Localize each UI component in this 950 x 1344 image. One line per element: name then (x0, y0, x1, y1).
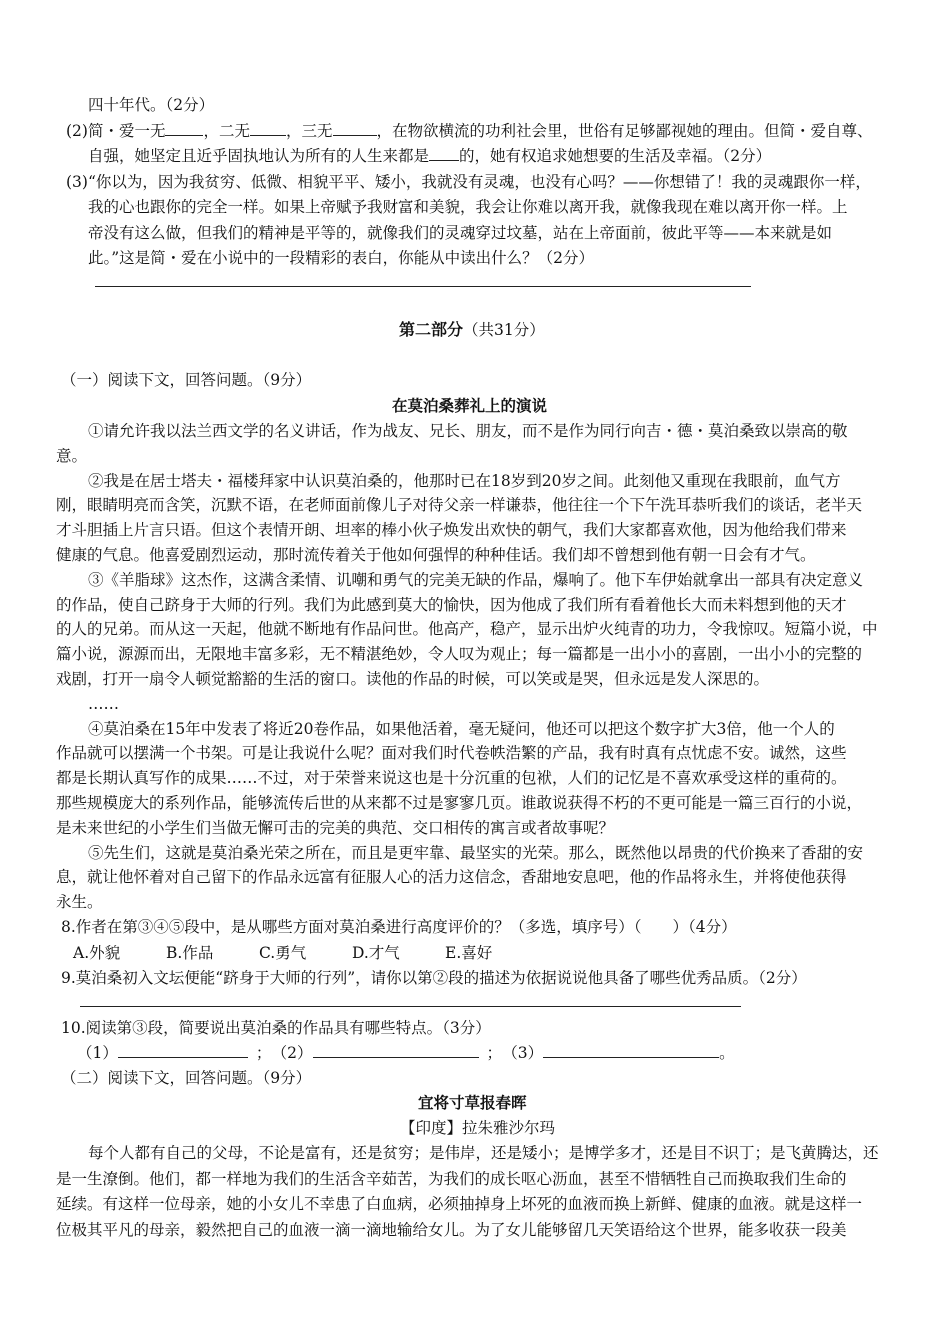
sec1-line: ①请允许我以法兰西文学的名义讲话，作为战友、兄长、朋友，而不是作为同行向吉・德・莫泊桑致以崇高的敬 (88, 422, 848, 440)
option-a[interactable]: A.外貌 (73, 944, 121, 962)
sec1-line: 的人的兄弟。而从这一天起，他就不断地有作品问世。他高产，稳产，显示出炉火纯青的功力，令我惊叹。短篇小说，中 (56, 620, 878, 639)
sec1-line: …… (88, 694, 119, 713)
sec1-line: ③《羊脂球》这杰作，这满含柔情、讥嘲和勇气的完美无缺的作品，爆响了。他下车伊始就拿出一部具有决定意义 (88, 570, 864, 589)
sec2-line: 延续。有这样一位母亲，她的小女儿不幸患了白血病，必须抽掉身上坏死的血液而换上新鲜、健康的血液。就是这样一 (56, 1195, 863, 1213)
answer-blank[interactable] (429, 146, 459, 161)
q10-answers: （1） ； （2） ； （3） 。 (77, 1044, 735, 1062)
sec1-line: ②我是在居士塔夫・福楼拜家中认识莫泊桑的，他那时已在18岁到20岁之间。此刻他又重现在我眼前，血气方 (88, 471, 841, 490)
q7-part3-line4: 此。”这是简・爱在小说中的一段精彩的表白，你能从中读出什么？（2分） (88, 249, 595, 267)
q7-part3-line1: (3)“你以为，因为我贫穷、低微、相貌平平、矮小，我就没有灵魂，也没有心吗？——你想错了！我的灵魂跟你一样， (66, 173, 871, 191)
option-d[interactable]: D.才气 (352, 944, 400, 962)
sec1-line: 作品就可以摆满一个书架。可是让我说什么呢？面对我们时代卷帙浩繁的产品，我有时真有点忧虑不安。诚然，这些 (56, 744, 847, 763)
option-b[interactable]: B.作品 (166, 944, 214, 962)
sec1-line: 那些规模庞大的系列作品，能够流传后世的从来都不过是寥寥几页。谁敢说获得不朽的不更可能是一篇三百行的小说， (56, 794, 863, 812)
q8-options (73, 943, 538, 963)
sec1-line: 健康的气息。他喜爱剧烈运动，那时流传着关于他如何强悍的种种佳话。我们却不曾想到他有朝一日会有才气。 (56, 546, 816, 564)
q7-part3-line3: 帝没有这么做，但我们的精神是平等的，就像我们的灵魂穿过坟墓，站在上帝面前，彼此平等——本来就是如 (88, 224, 833, 242)
q9-question: 9.莫泊桑初入文坛便能“跻身于大师的行列”，请你以第②段的描述为依据说说他具备了哪些优秀品质。（2分） (61, 969, 807, 987)
sec1-intro: （一）阅读下文，回答问题。（9分） (61, 371, 312, 389)
q7-part2-line1: (2)简・爱一无 ，二无 ，三无 ，在物欲横流的功利社会里，世俗有足够鄙视她的理由。但简・爱自尊、 (66, 122, 873, 140)
answer-blank-2[interactable] (313, 1043, 479, 1058)
sec2-author: 【印度】拉朱雅沙尔玛 (400, 1119, 556, 1137)
sec1-line: ④莫泊桑在15年中发表了将近20卷作品，如果他活着，毫无疑问，他还可以把这个数字扩大3倍，他一个人的 (88, 719, 835, 738)
sec2-line: 位极其平凡的母亲，毅然把自己的血液一滴一滴地输给女儿。为了女儿能够留几天笑语给这个世界，能多收获一段美 (56, 1220, 847, 1239)
answer-blank[interactable] (250, 121, 286, 136)
sec2-intro: （二）阅读下文，回答问题。（9分） (61, 1069, 312, 1087)
sec1-line: 篇小说，源源而出，无限地丰富多彩，无不精湛绝妙，令人叹为观止；每一篇都是一出小小的喜剧，一出小小的完整的 (56, 645, 863, 664)
sec1-line: 永生。 (56, 893, 103, 912)
q10-question: 10.阅读第③段，简要说出莫泊桑的作品具有哪些特点。（3分） (61, 1019, 491, 1037)
q7-part3-line2: 我的心也跟你的完全一样。如果上帝赋予我财富和美貌，我会让你难以离开我，就像我现在难以离开你一样。上 (88, 198, 848, 216)
sec2-line: 是一生潦倒。他们，都一样地为我们的生活含辛茹苦，为我们的成长呕心沥血，甚至不惜牺牲自己而换取我们生命的 (56, 1169, 847, 1188)
sec1-line: 才斗胆插上片言只语。但这个表情开朗、坦率的棒小伙子焕发出欢快的朝气，我们大家都喜欢他，因为他给我们带来 (56, 521, 847, 540)
q9-answer-line[interactable] (80, 1006, 741, 1007)
q7-answer-line[interactable] (95, 286, 751, 287)
answer-blank-1[interactable] (118, 1043, 248, 1058)
answer-blank[interactable] (165, 121, 203, 136)
answer-blank[interactable] (333, 121, 377, 136)
option-c[interactable]: C.勇气 (259, 944, 307, 962)
sec1-title: 在莫泊桑葬礼上的演说 (392, 397, 548, 415)
sec1-line: 意。 (56, 446, 88, 465)
q7-continuation: 四十年代。（2分） (88, 96, 215, 114)
answer-blank-3[interactable] (543, 1043, 719, 1058)
sec1-line: 戏剧，打开一扇令人顿觉豁豁的生活的窗口。读他的作品的时候，可以笑或是哭，但永远是发人深思的。 (56, 670, 770, 688)
sec1-line: 的作品，使自己跻身于大师的行列。我们为此感到莫大的愉快，因为他成了我们所有看着他长大而未料想到他的天才 (56, 595, 847, 614)
sec1-line: 是未来世纪的小学生们当做无懈可击的完美的典范、交口相传的寓言或者故事呢？ (56, 818, 615, 837)
sec1-line: 都是长期认真写作的成果……不过，对于荣誉来说这也是十分沉重的包袱，人们的记忆是不喜欢承受这样的重荷的。 (56, 769, 847, 788)
sec1-line: ⑤先生们，这就是莫泊桑光荣之所在，而且是更牢靠、最坚实的光荣。那么，既然他以昂贵的代价换来了香甜的安 (88, 843, 864, 862)
sec1-line: 息，就让他怀着对自己留下的作品永远富有征服人心的活力这信念，香甜地安息吧，他的作品将永生，并将使他获得 (56, 868, 847, 887)
sec2-line: 每个人都有自己的父母，不论是富有，还是贫穷；是伟岸，还是矮小；是博学多才，还是目不识丁；是飞黄腾达，还 (88, 1144, 879, 1162)
option-e[interactable]: E.喜好 (445, 944, 493, 962)
q8-question: 8.作者在第③④⑤段中，是从哪些方面对莫泊桑进行高度评价的？（多选，填序号）（ ）（4分） (61, 918, 737, 936)
sec2-title: 宜将寸草报春晖 (418, 1094, 527, 1112)
q7-part2-line2: 自强，她坚定且近乎固执地认为所有的人生来都是 的，她有权追求她想要的生活及幸福。（2分） (88, 147, 772, 165)
sec1-line: 刚，眼睛明亮而含笑，沉默不语，在老师面前像儿子对待父亲一样谦恭，他往往一个下午洗耳恭听我们的谈话，老半天 (56, 496, 863, 515)
part2-header: 第二部分（共31分） (399, 320, 545, 339)
